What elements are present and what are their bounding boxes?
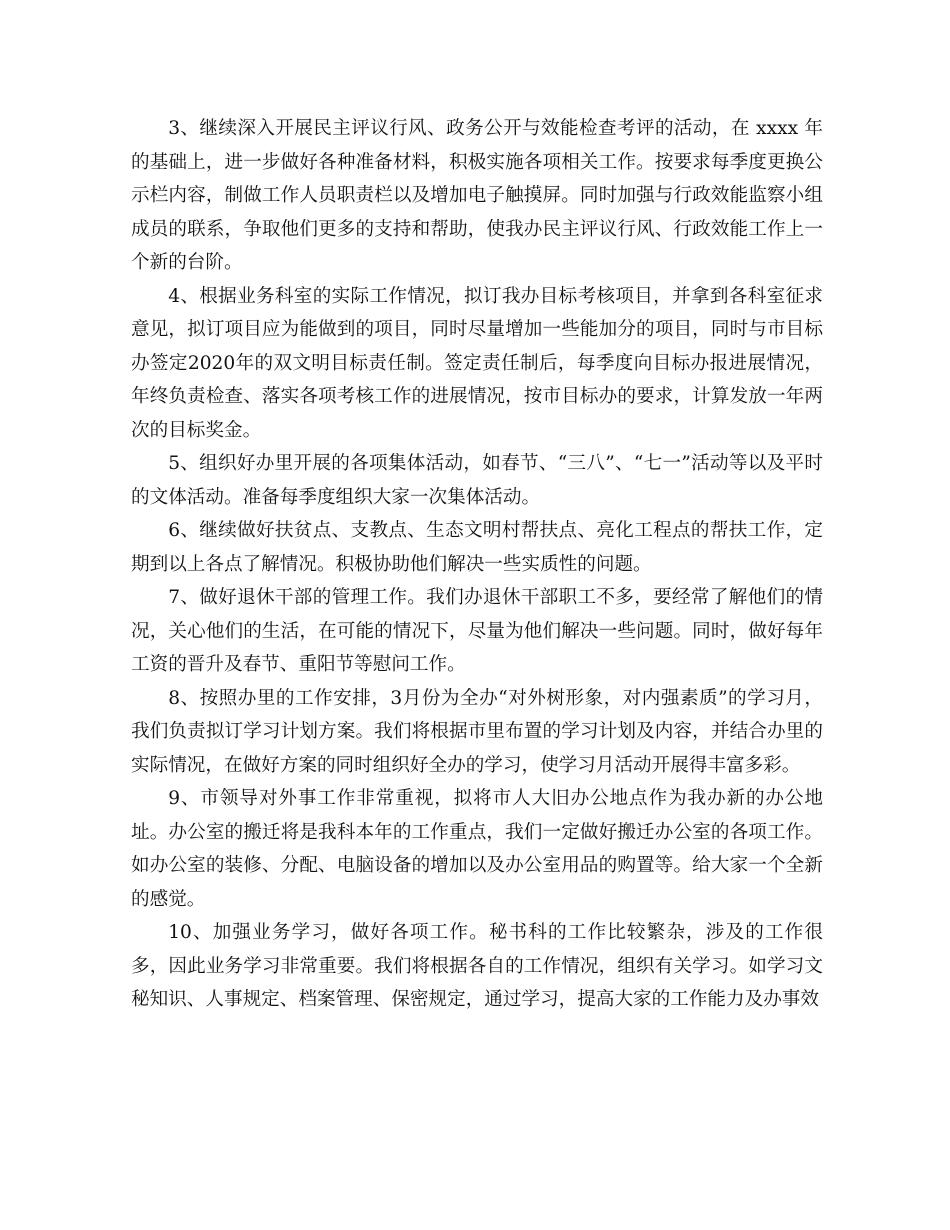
paragraph-item-7: 7、做好退休干部的管理工作。我们办退休干部职工不多，要经常了解他们的情况，关心他们的生活，在可能的情况下，尽量为他们解决一些问题。同时，做好每年工资的晋升及春节、重阳节等慰问工作。: [131, 587, 823, 675]
paragraph-item-8: 8、按照办里的工作安排，3月份为全办“对外树形象，对内强素质”的学习月，我们负责拟订学习计划方案。我们将根据市里布置的学习计划及内容，并结合办里的实际情况，在做好方案的同时组织好全办的学习，使学习月活动开展得丰富多彩。: [131, 687, 823, 776]
paragraph-item-9: 9、市领导对外事工作非常重视，拟将市人大旧办公地点作为我办新的办公地址。办公室的搬迁将是我科本年的工作重点，我们一定做好搬迁办公室的各项工作。如办公室的装修、分配、电脑设备的增加以及办公室用品的购置等。给大家一个全新的感觉。: [131, 788, 823, 910]
paragraph-item-4: 4、根据业务科室的实际工作情况，拟订我办目标考核项目，并拿到各科室征求意见，拟订项目应为能做到的项目，同时尽量增加一些能加分的项目，同时与市目标办签定2020年的双文明目标责任制。签定责任制后，每季度向目标办报进展情况，年终负责检查、落实各项考核工作的进展情况，按市目标办的要求，计算发放一年两次的目标奖金。: [131, 285, 823, 441]
paragraph-item-6: 6、继续做好扶贫点、支教点、生态文明村帮扶点、亮化工程点的帮扶工作，定期到以上各点了解情况。积极协助他们解决一些实质性的问题。: [131, 520, 823, 575]
paragraph-item-5: 5、组织好办里开展的各项集体活动，如春节、“三八”、“七一”活动等以及平时的文体活动。准备每季度组织大家一次集体活动。: [131, 453, 823, 508]
document-body: [131, 112, 823, 1017]
paragraph-item-10: 10、加强业务学习，做好各项工作。秘书科的工作比较繁杂，涉及的工作很多，因此业务学习非常重要。我们将根据各自的工作情况，组织有关学习。如学习文秘知识、人事规定、档案管理、保密规定，通过学习，提高大家的工作能力及办事效: [131, 922, 823, 1010]
paragraph-item-3: 3、继续深入开展民主评议行风、政务公开与效能检查考评的活动，在 xxxx 年的基础上，进一步做好各种准备材料，积极实施各项相关工作。按要求每季度更换公示栏内容，制做工作人员职责栏以及增加电子触摸屏。同时加强与行政效能监察小组成员的联系，争取他们更多的支持和帮助，使我办民主评议行风、行政效能工作上一个新的台阶。: [131, 118, 823, 273]
